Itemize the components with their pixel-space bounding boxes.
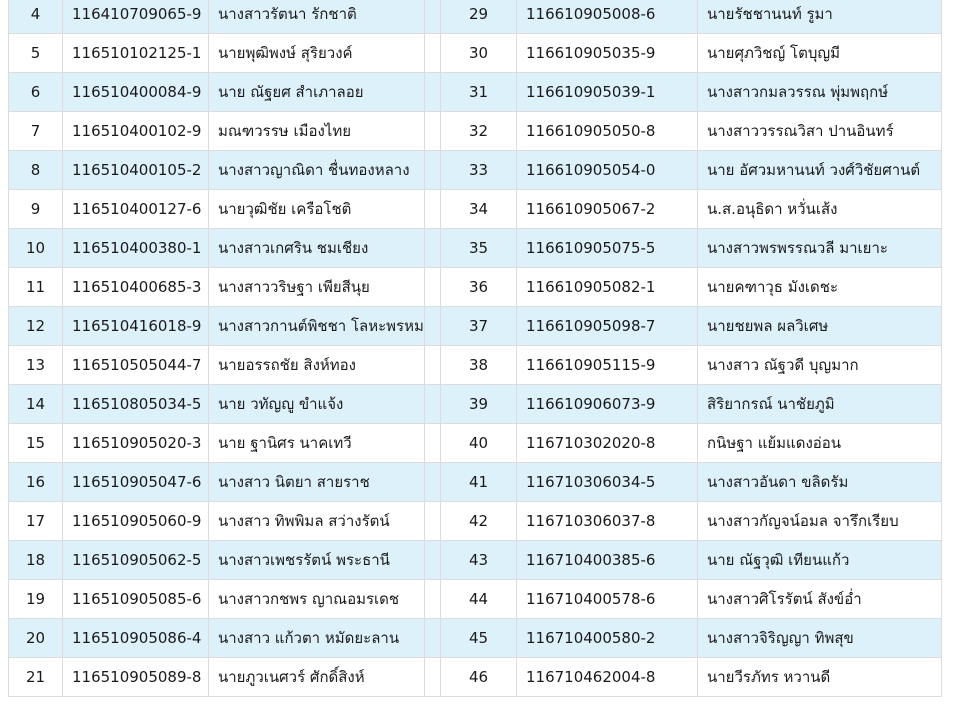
row-number: 32 [441, 112, 517, 151]
column-gap [425, 190, 441, 229]
row-number: 9 [9, 190, 63, 229]
student-id: 116610905039-1 [517, 73, 698, 112]
student-id: 116510400127-6 [63, 190, 209, 229]
row-number: 19 [9, 580, 63, 619]
student-id: 116510400685-3 [63, 268, 209, 307]
column-gap [425, 229, 441, 268]
row-number: 17 [9, 502, 63, 541]
table-row [9, 112, 942, 151]
student-name: นางสาวญาณิดา ชื่นทองหลาง [209, 151, 425, 190]
student-id: 116510905086-4 [63, 619, 209, 658]
student-name: นางสาว ทิพพิมล สว่างรัตน์ [209, 502, 425, 541]
table-row [9, 190, 942, 229]
student-name: นายคฑาวุธ มังเดชะ [698, 268, 942, 307]
student-id: 116710306034-5 [517, 463, 698, 502]
student-id: 116510905020-3 [63, 424, 209, 463]
row-number: 30 [441, 34, 517, 73]
row-number: 40 [441, 424, 517, 463]
student-id: 116510400102-9 [63, 112, 209, 151]
student-name: นาย ณัฐวุฒิ เทียนแก้ว [698, 541, 942, 580]
row-number: 38 [441, 346, 517, 385]
column-gap [425, 346, 441, 385]
column-gap [425, 385, 441, 424]
column-gap [425, 541, 441, 580]
student-name: กนิษฐา แย้มแดงอ่อน [698, 424, 942, 463]
column-gap [425, 502, 441, 541]
column-gap [425, 151, 441, 190]
table-row [9, 0, 942, 34]
row-number: 44 [441, 580, 517, 619]
student-id: 116610905115-9 [517, 346, 698, 385]
row-number: 45 [441, 619, 517, 658]
column-gap [425, 307, 441, 346]
student-id: 116610905008-6 [517, 0, 698, 34]
row-number: 6 [9, 73, 63, 112]
student-id: 116510102125-1 [63, 34, 209, 73]
student-id: 116710302020-8 [517, 424, 698, 463]
row-number: 43 [441, 541, 517, 580]
table-row [9, 385, 942, 424]
scrollbar-track[interactable] [954, 0, 960, 720]
student-name: มณฑวรรษ เมืองไทย [209, 112, 425, 151]
column-gap [425, 73, 441, 112]
column-gap [425, 658, 441, 697]
row-number: 36 [441, 268, 517, 307]
row-number: 12 [9, 307, 63, 346]
student-name: นางสาวรัตนา รักชาติ [209, 0, 425, 34]
row-number: 21 [9, 658, 63, 697]
table-row [9, 502, 942, 541]
student-id: 116610905075-5 [517, 229, 698, 268]
student-name: นายภูวเนศวร์ ศักดิ์สิงห์ [209, 658, 425, 697]
student-name: นางสาวกัญจน์อมล จารึกเรียบ [698, 502, 942, 541]
student-id: 116510400084-9 [63, 73, 209, 112]
table-row [9, 229, 942, 268]
row-number: 33 [441, 151, 517, 190]
student-id: 116510905085-6 [63, 580, 209, 619]
student-id: 116510905089-8 [63, 658, 209, 697]
student-name: นาย ฐานิศร นาคเทวี [209, 424, 425, 463]
student-name: นางสาวพรพรรณวลี มาเยาะ [698, 229, 942, 268]
row-number: 8 [9, 151, 63, 190]
student-name: นายชยพล ผลวิเศษ [698, 307, 942, 346]
column-gap [425, 0, 441, 34]
table-row [9, 463, 942, 502]
student-name: นางสาวศิโรรัตน์ สังข์อ่ำ [698, 580, 942, 619]
table-row [9, 619, 942, 658]
student-name: นางสาวเพชรรัตน์ พระธานี [209, 541, 425, 580]
student-name: นางสาวกานต์พิชชา โลหะพรหม [209, 307, 425, 346]
student-id: 116610905050-8 [517, 112, 698, 151]
roster-body [9, 0, 942, 697]
row-number: 4 [9, 0, 63, 34]
student-id: 116510400380-1 [63, 229, 209, 268]
table-row [9, 34, 942, 73]
student-name: นาย ณัฐยศ สำเภาลอย [209, 73, 425, 112]
student-name: นายวีรภัทร หวานดี [698, 658, 942, 697]
student-name: นายวุฒิชัย เครือโชติ [209, 190, 425, 229]
row-number: 31 [441, 73, 517, 112]
student-id: 116610905082-1 [517, 268, 698, 307]
table-row [9, 307, 942, 346]
column-gap [425, 463, 441, 502]
row-number: 18 [9, 541, 63, 580]
student-name: นาย วทัญญู ขำแจ้ง [209, 385, 425, 424]
student-id: 116510905060-9 [63, 502, 209, 541]
row-number: 41 [441, 463, 517, 502]
student-id: 116510905047-6 [63, 463, 209, 502]
student-roster-table [8, 0, 942, 697]
student-id: 116710400580-2 [517, 619, 698, 658]
column-gap [425, 34, 441, 73]
row-number: 15 [9, 424, 63, 463]
student-id: 116510905062-5 [63, 541, 209, 580]
table-row [9, 346, 942, 385]
column-gap [425, 112, 441, 151]
student-name: นายพุฒิพงษ์ สุริยวงค์ [209, 34, 425, 73]
student-name: นางสาววรรณวิสา ปานอินทร์ [698, 112, 942, 151]
student-name: นางสาว นิตยา สายราช [209, 463, 425, 502]
table-row [9, 658, 942, 697]
column-gap [425, 619, 441, 658]
student-id: 116410709065-9 [63, 0, 209, 34]
student-id: 116610906073-9 [517, 385, 698, 424]
row-number: 11 [9, 268, 63, 307]
student-name: นางสาวกชพร ญาณอมรเดช [209, 580, 425, 619]
student-id: 116710306037-8 [517, 502, 698, 541]
row-number: 29 [441, 0, 517, 34]
row-number: 13 [9, 346, 63, 385]
student-name: นางสาววริษฐา เพียสีนุย [209, 268, 425, 307]
student-name: นาย อัศวมหานนท์ วงศ์วิชัยศานต์ [698, 151, 942, 190]
row-number: 46 [441, 658, 517, 697]
row-number: 34 [441, 190, 517, 229]
student-id: 116510505044-7 [63, 346, 209, 385]
row-number: 10 [9, 229, 63, 268]
table-row [9, 151, 942, 190]
table-row [9, 580, 942, 619]
student-name: นายศุภวิชญ์ โตบุญมี [698, 34, 942, 73]
student-id: 116510400105-2 [63, 151, 209, 190]
row-number: 35 [441, 229, 517, 268]
column-gap [425, 268, 441, 307]
table-row [9, 268, 942, 307]
student-name: นางสาว แก้วตา หมัดยะลาน [209, 619, 425, 658]
student-name: นางสาวเกศริน ชมเชียง [209, 229, 425, 268]
row-number: 14 [9, 385, 63, 424]
student-id: 116610905054-0 [517, 151, 698, 190]
student-name: น.ส.อนุธิดา หวั่นเส้ง [698, 190, 942, 229]
student-id: 116710462004-8 [517, 658, 698, 697]
student-name: นางสาวอันดา ขลิดรัม [698, 463, 942, 502]
column-gap [425, 424, 441, 463]
student-name: นายอรรถชัย สิงห์ทอง [209, 346, 425, 385]
row-number: 39 [441, 385, 517, 424]
row-number: 5 [9, 34, 63, 73]
student-id: 116510805034-5 [63, 385, 209, 424]
table-row [9, 541, 942, 580]
row-number: 42 [441, 502, 517, 541]
student-name: นางสาว ณัฐวดี บุญมาก [698, 346, 942, 385]
student-id: 116710400578-6 [517, 580, 698, 619]
student-name: นางสาวจิริญญา ทิพสุข [698, 619, 942, 658]
student-name: สิริยากรณ์ นาชัยภูมิ [698, 385, 942, 424]
column-gap [425, 580, 441, 619]
student-id: 116610905067-2 [517, 190, 698, 229]
student-id: 116610905098-7 [517, 307, 698, 346]
row-number: 37 [441, 307, 517, 346]
student-name: นางสาวกมลวรรณ พุ่มพฤกษ์ [698, 73, 942, 112]
student-id: 116710400385-6 [517, 541, 698, 580]
student-name: นายรัชชานนท์ รูมา [698, 0, 942, 34]
student-id: 116510416018-9 [63, 307, 209, 346]
row-number: 20 [9, 619, 63, 658]
table-row [9, 73, 942, 112]
table-row [9, 424, 942, 463]
row-number: 16 [9, 463, 63, 502]
row-number: 7 [9, 112, 63, 151]
student-id: 116610905035-9 [517, 34, 698, 73]
